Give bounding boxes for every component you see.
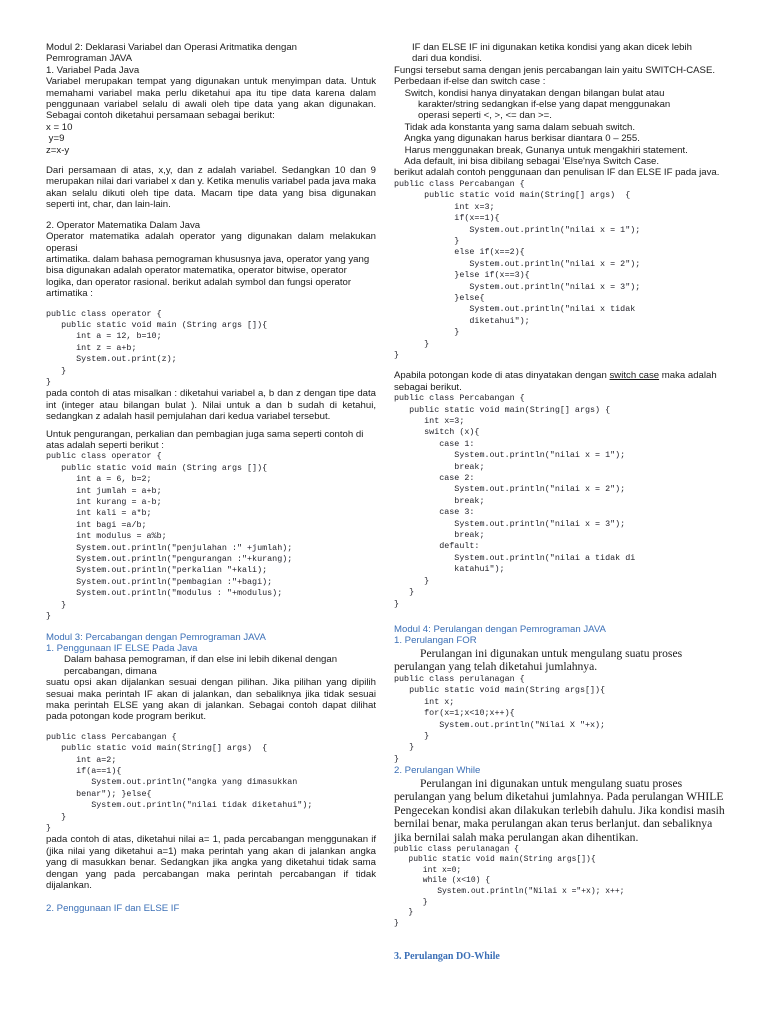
bullet-item: Tidak ada konstanta yang sama dalam sebuah switch. — [404, 121, 636, 133]
module-2-title: Modul 2: Deklarasi Variabel dan Operasi Aritmatika dengan Pemrograman JAVA — [46, 42, 297, 65]
else-if-intro-line1: IF dan ELSE IF ini digunakan ketika kondisi yang akan dicek lebih — [412, 42, 692, 53]
section-operator-title: 2. Operator Matematika Dalam Java — [46, 219, 201, 231]
code-block-while: public class perulanagan { public static void main(String args[]){ int x=0; while (x<10) { System.out.println("Nilai x ="+x); x++; } } } — [394, 844, 625, 928]
variabel-explanation: Dari persamaan di atas, x,y, dan z adalah variabel. Sedangkan 10 dan 9 merupakan nilai dari variabel x dan y. Ketika menulis variabel pada java maka akan selalu dikuti oleh tipe data. Macam tipe data yang bisa digunakan seperti int, char, dan lain-lain. — [46, 165, 376, 211]
if-else-intro-line1: Dalam bahasa pemograman, if dan else ini lebih dikenal dengan — [64, 654, 338, 666]
section-while-title: 2. Perulangan While — [394, 765, 481, 777]
for-paragraph: Perulangan ini digunakan untuk mengulang suatu proses perulangan yang telah diketahui jumlahnya. — [394, 646, 683, 674]
code-block-if-else: public class Percabangan { public static void main(String[] args) { int a=2; if(a==1){ System.out.println("angka yang dimasukkan benar"); }else{ System.out.println("nilai tidak diketahui"); } } — [46, 731, 313, 833]
bullet-item-continuation: karakter/string sedangkan if-else yang dapat menggunakan — [418, 99, 671, 111]
variabel-paragraph: Variabel merupakan tempat yang digunakan untuk menyimpan data. Untuk memahami variabel maka perlu diketahui apa itu tipe data karena dalam penggunaan variabel selalu di awali oleh tipe data yang akan digunakan. Sebagai contoh diketahui persamaan sebagai berikut: — [46, 76, 376, 122]
right-column — [394, 42, 728, 963]
equation-y: y=9 — [46, 133, 65, 145]
section-variabel-title: 1. Variabel Pada Java — [46, 64, 140, 76]
code-block-switch: public class Percabangan { public static void main(String[] args) { int x=3; switch (x){ case 1: System.out.println("nilai x = 1"); break; case 2: System.out.println("nilai x = 2"); break; case 3: System.out.println("nilai x = 3"); break; default: System.out.println("nilai a tidak di katahui"); } } } — [394, 393, 636, 609]
bullet-item: Harus menggunakan break, Gunanya untuk mengakhiri statement. — [404, 144, 688, 156]
operator-other-intro: Untuk pengurangan, perkalian dan pembagian juga sama seperti contoh di atas adalah seperti berikut : — [46, 428, 364, 451]
section-for-title: 1. Perulangan FOR — [394, 635, 477, 647]
left-column — [46, 42, 376, 915]
code-block-else-if: public class Percabangan { public static void main(String[] args) { int x=3; if(x==1){ System.out.println("nilai x = 1"); } else if(x==2){ System.out.println("nilai x = 2"); }else if(x==3){ System.out.println("nilai x = 3"); }else{ System.out.println("nilai x tidak diketahui"); } } } — [394, 178, 641, 360]
if-else-explanation: pada contoh di atas, diketahui nilai a= 1, pada percabangan menggunakan if (jika nilai yang diketahui a=1) maka perintah yang akan di jalankan angka yang di masukkan benar. Sedangkan jika angka yang diketahui tidak sama dengan yang pada percabangan maka perintah percabangan if tidak dijalankan. — [46, 834, 376, 892]
bullet-item: Ada default, ini bisa dibilang sebagai 'Else'nya Switch Case. — [404, 156, 659, 168]
code-block-operator-sum: public class operator { public static void main (String args []){ int a = 12, b=10; int z = a+b; System.out.print(z); } } — [46, 308, 268, 387]
section-else-if-title: 2. Penggunaan IF dan ELSE IF — [46, 903, 180, 915]
code-block-for: public class perulanagan { public static void main(String args[]){ int x; for(x=1;x<10;x++){ System.out.println("Nilai X "+x); } } } — [394, 673, 606, 764]
while-paragraph: Perulangan ini digunakan untuk mengulang suatu proses perulangan yang belum diketahui jumlahnya. Pada perulangan WHILE Pengecekan kondisi akan dilakukan terlebih dahulu. Jika kondisi masih bernilai benar, maka perulangan akan terus berlanjut. dan sebaliknya jika bernilai salah maka perulangan akan dihentikan. — [394, 776, 725, 844]
operator-intro: Operator matematika adalah operator yang digunakan dalam melakukan operasi — [46, 231, 376, 254]
operator-sum-explanation: pada contoh di atas misalkan : diketahui variabel a, b dan z dengan tipe data int (integer atau bilangan bulat ). Nilai untuk a dan b sudah di ketahui, sedangkan z adalah hasil pemjulahan dari kedua variabel tersebut. — [46, 388, 376, 423]
if-else-intro-line2: percabangan, dimana — [64, 665, 157, 677]
equation-x: x = 10 — [46, 121, 73, 133]
switch-comparison-intro: Fungsi tersebut sama dengan jenis percabangan lain yaitu SWITCH-CASE. Perbedaan if-else dan switch case : — [394, 64, 716, 88]
bullet-item: Switch, kondisi hanya dinyatakan dengan bilangan bulat atau — [404, 87, 665, 99]
operator-paragraph: artimatika. dalam bahasa pemograman khususnya java, operator yang yang bisa digunakan adalah operator matematika, operator bitwise, operator logika, dan operator rasional. berikut adalah symbol dan fungsi operator artimatika : — [46, 253, 370, 300]
module-3-title: Modul 3: Percabangan dengan Pemrograman JAVA — [46, 631, 266, 643]
code-block-operator-all: public class operator { public static void main (String args []){ int a = 6, b=2; int jumlah = a+b; int kurang = a-b; int kali = a*b; int bagi =a/b; int modulus = a%b; System.out.println("penjulahan :" +jumlah); System.out.println("pengurangan :"+kurang); System.out.println("perkalian "+kali); System.out.println("pembagian :"+bagi); System.out.println("modulus : "+modulus); } } — [46, 451, 293, 622]
else-if-example-intro: berikut adalah contoh penggunaan dan penulisan IF dan ELSE IF pada java. — [394, 167, 720, 179]
module-4-title: Modul 4: Perulangan dengan Pemrograman JAVA — [394, 623, 606, 635]
section-if-else-title: 1. Penggunaan IF ELSE Pada Java — [46, 642, 198, 654]
section-do-while-title: 3. Perulangan DO-While — [394, 951, 500, 963]
if-else-paragraph: suatu opsi akan dijalankan sesuai dengan pilihan. Jika pilihan yang dipilih sesuai maka perintah IF akan di jalankan, dan sebaliknya jika tidak sesuai maka perintah ELSE yang akan di jalankan. Sebagai contoh dapat dilihat pada potongan kode program berikut. — [46, 677, 376, 723]
else-if-intro-line2: dari dua kondisi. — [412, 53, 482, 65]
switch-case-link[interactable]: switch case — [609, 370, 660, 382]
switch-intro: Apabila potongan kode di atas dinyatakan dengan switch case maka adalah sebagai berikut. — [394, 370, 717, 393]
equation-z: z=x-y — [46, 144, 70, 156]
bullet-item-continuation: operasi seperti <, >, <= dan >=. — [418, 110, 552, 122]
bullet-item: Angka yang digunakan harus berkisar diantara 0 – 255. — [404, 133, 640, 145]
